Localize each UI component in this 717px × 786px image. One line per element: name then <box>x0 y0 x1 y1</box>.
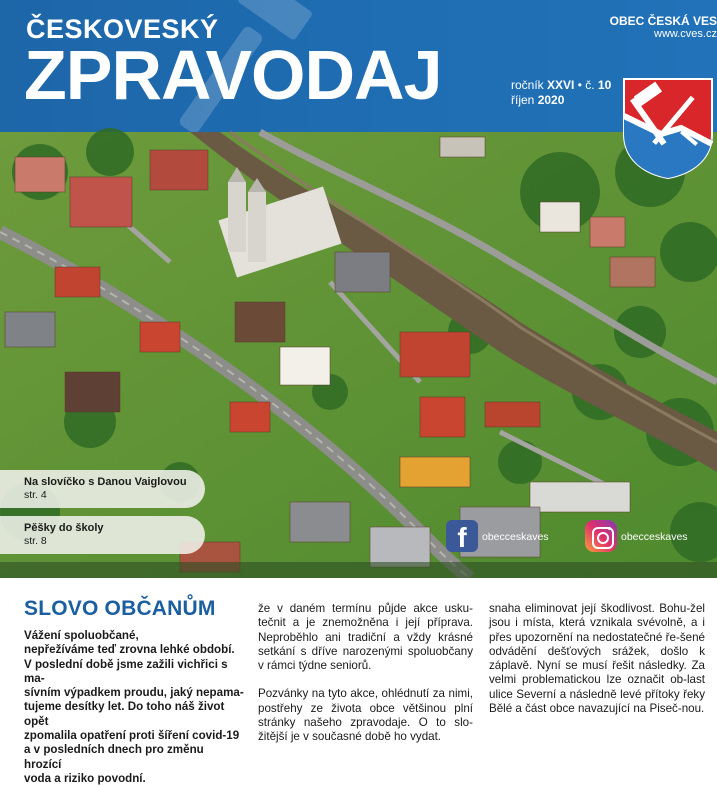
col1-line: zpomalila opatření proti šíření covid-19 <box>24 729 240 743</box>
col2-paragraph-1: že v daném termínu půjde akce usku-tečnit a je znemožněna i její příprava. Neproběhlo ani tradiční a vždy krásné setkání s dříve narozenými spoluobčany v rámci týdne seniorů. <box>258 602 473 673</box>
col2-paragraph-2: Pozvánky na tyto akce, ohlédnutí za nimi, postřehy ze života obce většinou plní stránky našeho zpravodaje. O to slo-žitější je v současné době ho vydat. <box>258 687 473 744</box>
teaser-page: str. 4 <box>24 489 47 501</box>
article-column-2 <box>258 602 473 745</box>
volume-number: XXVI <box>547 78 575 92</box>
article-section <box>0 578 717 785</box>
teaser-page: str. 8 <box>24 535 47 547</box>
coat-of-arms-icon <box>621 76 715 180</box>
issue-number: 10 <box>597 78 612 92</box>
issue-year: 2020 <box>537 93 565 107</box>
col1-line: tujeme desítky let. Do toho náš život opět <box>24 700 225 728</box>
website-link[interactable]: www.cves.cz <box>654 28 717 40</box>
aerial-village-illustration <box>0 132 717 578</box>
col1-line: sívním výpadkem proudu, jaký nepama- <box>24 686 244 700</box>
col1-line: V poslední době jsme zažili vichřici s ma- <box>24 657 228 685</box>
issue-info <box>511 78 611 108</box>
teaser-interview[interactable] <box>0 470 205 508</box>
masthead-title-line1: ČESKOVESKÝ <box>26 14 219 44</box>
instagram-icon-dot <box>608 527 611 530</box>
masthead <box>0 0 717 132</box>
teaser-title: Na slovíčko s Danou Vaiglovou <box>24 476 187 488</box>
aerial-photo <box>0 132 717 578</box>
article-column-1 <box>24 629 244 786</box>
teaser-title: Pěšky do školy <box>24 522 104 534</box>
issue-separator: • č. <box>574 78 598 92</box>
col1-line: voda a riziko povodní. <box>24 771 146 785</box>
article-column-3 <box>489 602 705 716</box>
col3-paragraph-1: snaha eliminovat její škodlivost. Bohu-žel jsou i místa, která vznikala svévolně, a i přes upozornění na nedostatečné ře-šené odvádění dešťových srážek, došlo k záplavě. Nyní se musí řešit následky. Za velmi problematickou lze označit ob-last ulice Severní a následně levé přítoky řeky Bělé a část obce navazující na Piseč-nou. <box>489 602 705 716</box>
col1-line: Vážení spoluobčané, <box>24 629 139 642</box>
article-title: SLOVO OBČANŮM <box>24 597 216 620</box>
municipality-name: OBEC ČESKÁ VES <box>609 14 717 28</box>
instagram-handle[interactable]: obecceskaves <box>621 531 688 543</box>
masthead-title-line2: ZPRAVODAJ <box>24 36 442 114</box>
teaser-school[interactable] <box>0 516 205 554</box>
facebook-handle[interactable]: obecceskaves <box>482 531 549 543</box>
col1-line: nepřežíváme teď zrovna lehké období. <box>24 643 235 657</box>
issue-month: říjen <box>511 93 538 107</box>
col1-line: a v posledních dnech pro změnu hrozící <box>24 743 204 771</box>
instagram-icon[interactable] <box>585 520 617 552</box>
volume-prefix: ročník <box>511 78 548 92</box>
facebook-icon[interactable]: f <box>446 520 478 552</box>
